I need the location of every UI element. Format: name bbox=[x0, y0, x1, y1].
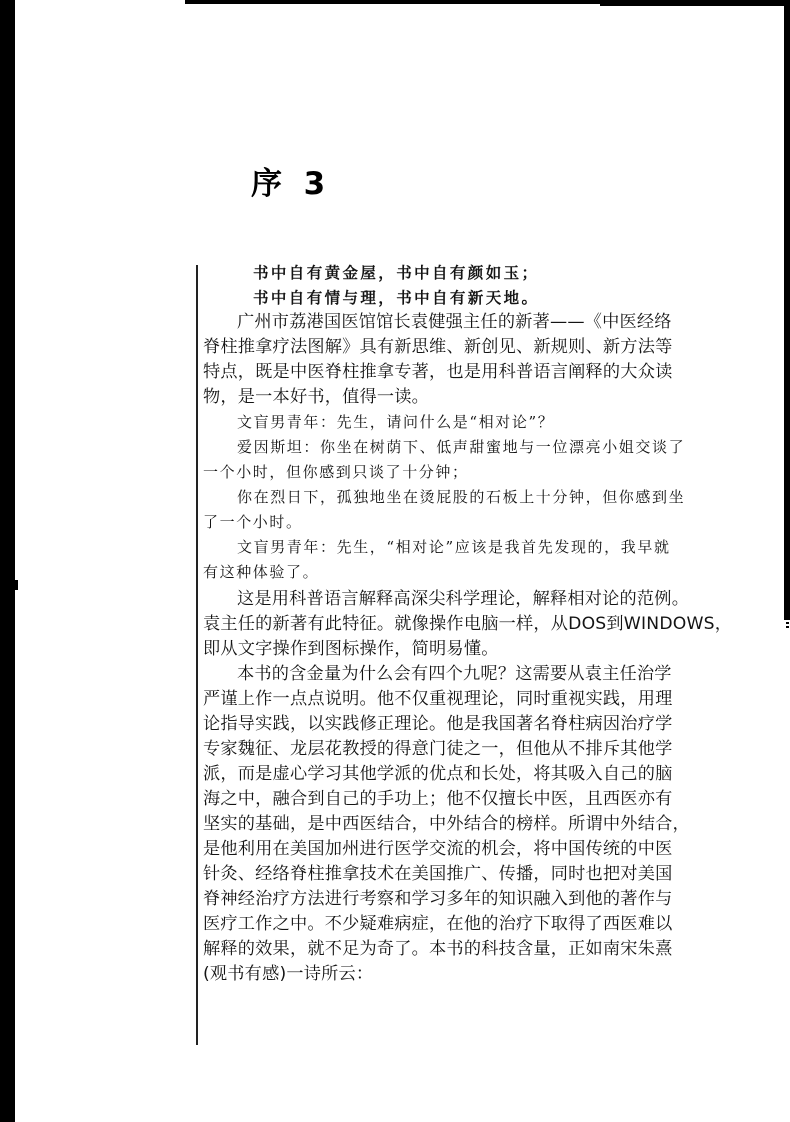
text-line: 坚实的基础，是中西医结合，中外结合的榜样。所谓中外结合， bbox=[203, 814, 690, 834]
page-title: 序 3 bbox=[251, 166, 326, 202]
text-line: 医疗工作之中。不少疑难病症，在他的治疗下取得了西医难以 bbox=[203, 914, 673, 934]
scan-border-top-thick bbox=[600, 0, 790, 6]
text-line: 脊柱推拿疗法图解》具有新思维、新创见、新规则、新方法等 bbox=[203, 337, 673, 357]
text-line: 一个小时，但你感到只谈了十分钟； bbox=[203, 463, 469, 481]
scan-mark-left bbox=[14, 580, 18, 590]
text-line: 文盲男青年：先生，“相对论”应该是我首先发现的，我早就 bbox=[237, 538, 671, 556]
text-line: 专家魏征、龙层花教授的得意门徒之一，但他从不排斥其他学 bbox=[203, 739, 673, 759]
text-line: 物，是一本好书，值得一读。 bbox=[203, 387, 430, 407]
text-line: 广州市荔港国医馆馆长袁健强主任的新著——《中医经络 bbox=[237, 312, 672, 332]
text-line: 了一个小时。 bbox=[203, 513, 303, 531]
text-line: 严谨上作一点点说明。他不仅重视理论，同时重视实践，用理 bbox=[203, 689, 673, 709]
text-line: 这是用科普语言解释高深尖科学理论，解释相对论的范例。 bbox=[237, 589, 690, 609]
text-line: 派，而是虚心学习其他学派的优点和长处，将其吸入自己的脑 bbox=[203, 764, 673, 784]
text-line: 有这种体验了。 bbox=[203, 563, 320, 581]
text-line: (观书有感)一诗所云： bbox=[203, 964, 374, 984]
text-line: 袁主任的新著有此特征。就像操作电脑一样，从DOS到WINDOWS， bbox=[203, 614, 733, 634]
text-line: 你在烈日下，孤独地坐在烫屁股的石板上十分钟，但你感到坐 bbox=[237, 488, 686, 506]
text-line: 脊神经治疗方法进行考察和学习多年的知识融入到他的著作与 bbox=[203, 889, 673, 909]
text-line: 论指导实践，以实践修正理论。他是我国著名脊柱病因治疗学 bbox=[203, 714, 673, 734]
text-line: 海之中，融合到自己的手功上；他不仅擅长中医，且西医亦有 bbox=[203, 789, 673, 809]
body-text bbox=[203, 260, 733, 987]
scan-border-right bbox=[784, 0, 790, 620]
text-line: 针灸、经络脊柱推拿技术在美国推广、传播，同时也把对美国 bbox=[203, 864, 673, 884]
text-line: 本书的含金量为什么会有四个九呢？这需要从袁主任治学 bbox=[237, 664, 672, 684]
text-line: 即从文字操作到图标操作，简明易懂。 bbox=[203, 639, 499, 659]
scan-border-right-dashes bbox=[786, 618, 789, 630]
margin-rule bbox=[196, 265, 198, 1045]
text-line: 爱因斯坦：你坐在树荫下、低声甜蜜地与一位漂亮小姐交谈了 bbox=[237, 438, 686, 456]
text-line: 是他利用在美国加州进行医学交流的机会，将中国传统的中医 bbox=[203, 839, 673, 859]
text-line: 书中自有黄金屋，书中自有颜如玉； bbox=[253, 263, 540, 282]
text-line: 书中自有情与理，书中自有新天地。 bbox=[253, 288, 540, 307]
text-line: 文盲男青年：先生，请问什么是“相对论”？ bbox=[237, 413, 555, 431]
text-line: 特点，既是中医脊柱推拿专著，也是用科普语言阐释的大众读 bbox=[203, 362, 673, 382]
text-line: 解释的效果，就不足为奇了。本书的科技含量，正如南宋朱熹 bbox=[203, 939, 673, 959]
scan-border-left bbox=[0, 0, 15, 1122]
